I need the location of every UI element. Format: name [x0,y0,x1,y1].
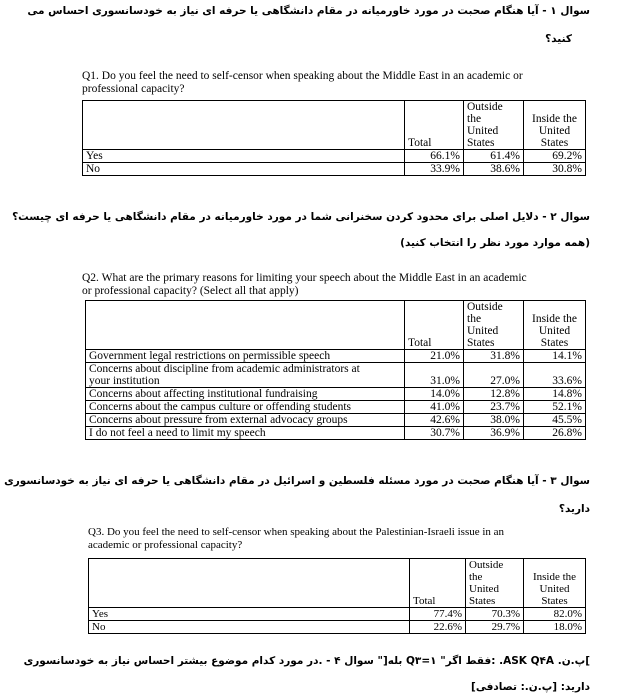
cell-total: 30.7% [405,427,464,440]
header-outside-1: Outside [467,101,503,113]
cell-inside: 26.8% [524,427,586,440]
header-outside-2: the [469,571,483,583]
row-label-line2: your institution [89,375,160,387]
table-row [86,350,586,363]
header-outside [464,301,524,350]
cell-outside: 27.0% [464,363,524,388]
cell-total: 21.0% [405,350,464,363]
header-blank [83,101,405,150]
q2-farsi-line2: (همه موارد مورد نظر را انتخاب کنید) [400,237,590,249]
header-inside-3: States [540,137,569,149]
header-inside [524,301,586,350]
row-label: I do not feel a need to limit my speech [86,427,405,440]
row-label: No [89,621,410,634]
header-blank [89,559,410,608]
cell-outside: 36.9% [464,427,524,440]
cell-inside: 69.2% [524,150,586,163]
header-inside-3: States [541,595,568,607]
cell-outside: 29.7% [466,621,524,634]
q4-farsi-line1: ]پ.ن. ASK Q۴A. :فقط اگر" Q۳=۱ بله[" سوال ۴ - .در مورد کدام موضوع بیشتر احساس نیاز به خودسانسوری [23,655,590,667]
header-outside-2: the [467,113,482,125]
header-blank [86,301,405,350]
q3-table [88,558,586,634]
header-outside-2: the [467,313,482,325]
cell-inside: 45.5% [524,414,586,427]
table-header-row [83,101,586,150]
q2-english-question [82,272,527,298]
cell-total: 33.9% [405,163,464,176]
q2-english-line1: Q2. What are the primary reasons for limiting your speech about the Middle East in an academic [82,272,527,284]
header-inside [524,559,586,608]
header-outside [464,101,524,150]
header-inside-1: Inside the [531,313,578,325]
header-outside-3: United [469,583,499,595]
q2-table [85,300,586,440]
cell-inside: 30.8% [524,163,586,176]
row-label: Concerns about affecting institutional fundraising [86,388,405,401]
header-outside-4: States [467,137,495,149]
row-label: No [83,163,405,176]
row-label: Yes [89,608,410,621]
table-row [83,163,586,176]
cell-outside: 38.6% [464,163,524,176]
header-total: Total [410,559,466,608]
cell-inside: 14.8% [524,388,586,401]
header-outside-4: States [469,595,496,607]
q3-english-question [88,526,504,552]
q2-farsi-line1: سوال ۲ - دلایل اصلی برای محدود کردن سخنرانی شما در مورد خاورمیانه در مقام دانشگاهی یا حرفه ای چیست؟ [12,211,590,223]
row-label: Government legal restrictions on permissible speech [86,350,405,363]
q3-farsi-line2: دارید؟ [558,503,590,515]
table-row [86,401,586,414]
cell-outside: 61.4% [464,150,524,163]
cell-outside: 12.8% [464,388,524,401]
cell-total: 41.0% [405,401,464,414]
table-row [86,414,586,427]
table-row [83,150,586,163]
q4-farsi-line2: دارید: [پ.ن.: تصادفی] [471,681,590,693]
header-inside [524,101,586,150]
q1-table [82,100,586,176]
header-total: Total [405,301,464,350]
row-label: Yes [83,150,405,163]
header-outside-1: Outside [469,559,504,571]
header-outside-3: United [467,125,499,137]
cell-outside: 70.3% [466,608,524,621]
q1-farsi-line1: سوال ۱ - آیا هنگام صحبت در مورد خاورمیانه در مقام دانشگاهی یا حرفه ای نیاز به خودسانسوری احساس می [27,5,590,17]
cell-inside: 33.6% [524,363,586,388]
header-inside-2: United [538,125,571,137]
q1-english-line1: Q1. Do you feel the need to self-censor when speaking about the Middle East in an academic or [82,70,523,82]
cell-outside: 38.0% [464,414,524,427]
cell-inside: 82.0% [524,608,586,621]
header-outside-3: United [467,325,499,337]
cell-total: 31.0% [405,363,464,388]
header-total: Total [405,101,464,150]
row-label: Concerns about pressure from external advocacy groups [86,414,405,427]
q3-english-line1: Q3. Do you feel the need to self-censor when speaking about the Palestinian-Israeli issue in an [88,526,505,538]
q1-english-question [82,70,523,96]
row-label [86,363,405,388]
header-inside-1: Inside the [531,113,578,125]
table-row [89,608,586,621]
q1-farsi-line2: کنید؟ [545,33,572,45]
q3-english-line2: academic or professional capacity? [88,539,243,551]
row-label: Concerns about the campus culture or offending students [86,401,405,414]
q1-english-line2: professional capacity? [82,83,185,95]
table-row [89,621,586,634]
header-outside-4: States [467,337,495,349]
cell-total: 22.6% [410,621,466,634]
row-label-line1: Concerns about discipline from academic administrators at [89,363,360,375]
cell-total: 42.6% [405,414,464,427]
cell-outside: 23.7% [464,401,524,414]
table-header-row [86,301,586,350]
cell-total: 14.0% [405,388,464,401]
header-inside-2: United [539,583,570,595]
cell-total: 77.4% [410,608,466,621]
q2-english-line2: or professional capacity? (Select all that apply) [82,285,299,297]
header-outside-1: Outside [467,301,503,313]
table-row [86,363,586,388]
header-inside-2: United [538,325,571,337]
header-inside-1: Inside the [532,571,577,583]
cell-total: 66.1% [405,150,464,163]
cell-inside: 52.1% [524,401,586,414]
cell-inside: 18.0% [524,621,586,634]
header-outside [466,559,524,608]
table-row [86,388,586,401]
table-row [86,427,586,440]
cell-inside: 14.1% [524,350,586,363]
cell-outside: 31.8% [464,350,524,363]
header-inside-3: States [540,337,569,349]
q3-farsi-line1: سوال ۳ - آیا هنگام صحبت در مورد مسئله فلسطین و اسرائیل در مقام دانشگاهی یا حرفه ای نیاز به خودسانسوری [4,475,590,487]
table-header-row [89,559,586,608]
